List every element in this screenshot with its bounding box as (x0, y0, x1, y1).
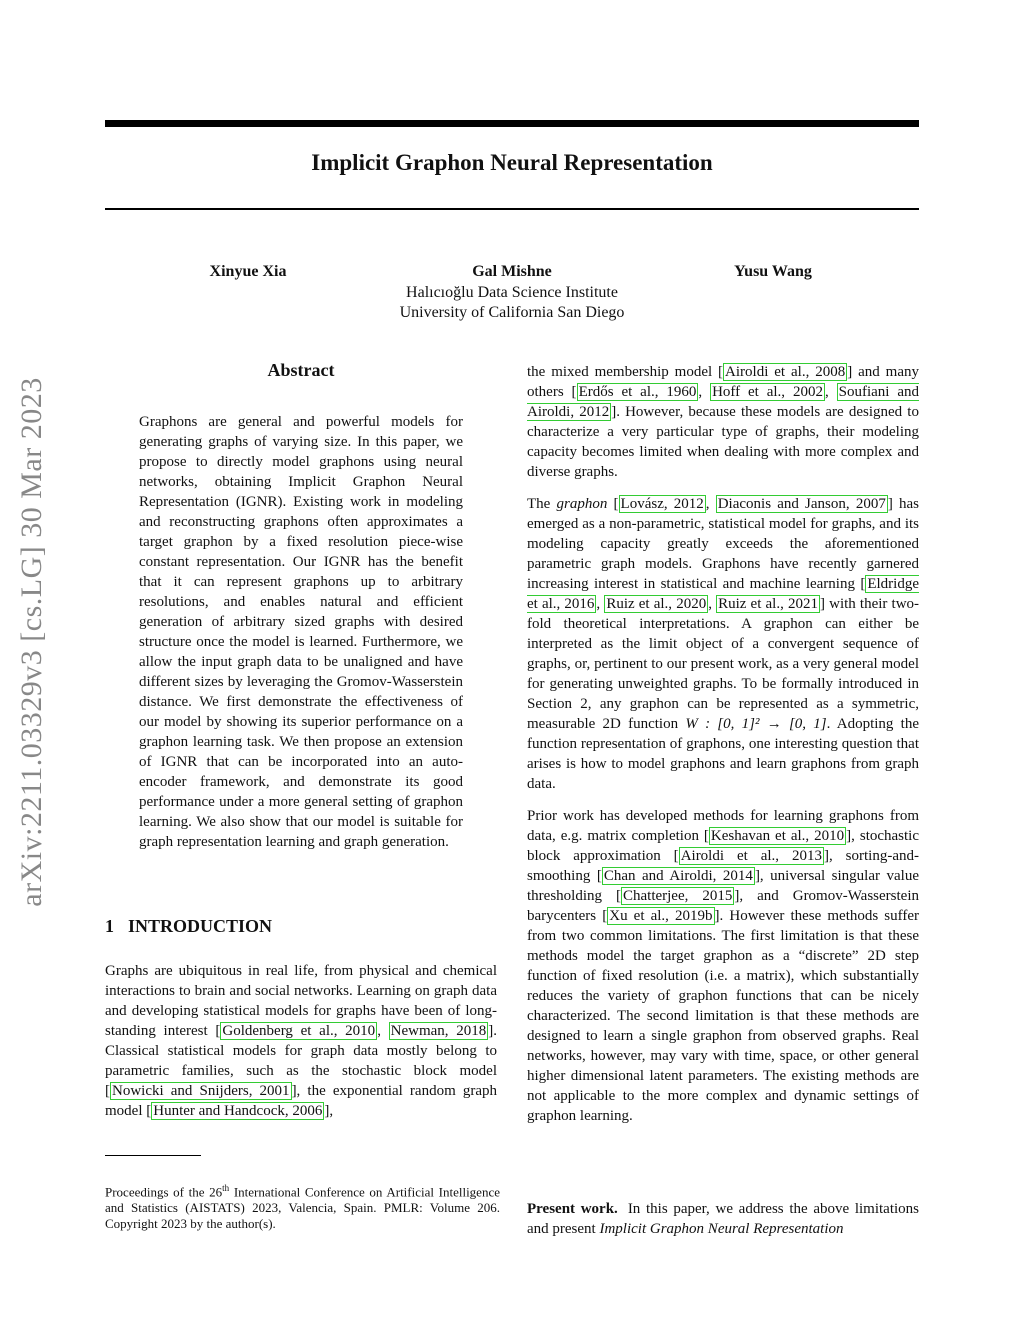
text-run: Graphs are ubiquitous in real life, from physical and chemical interactions to brain and social networks. Learning on graph data and developing statistical models for graphs have been of long-standing interest [ (105, 963, 497, 1039)
citation-link[interactable]: Eldridge et al., 2016 (527, 576, 919, 612)
citation-link[interactable]: Keshavan et al., 2010 (710, 828, 845, 844)
paragraph-prior-work (527, 806, 919, 1126)
section-heading (105, 916, 272, 937)
citation-link[interactable]: Nowicki and Snijders, 2001 (112, 1083, 290, 1099)
text-run: ]. Classical statistical models for graph data mostly belong to parametric families, such as the stochastic block model [ (105, 1023, 497, 1099)
text-run: ], universal singular value thresholding [ (527, 868, 919, 904)
author-1: Xinyue Xia (209, 263, 287, 280)
text-run: In this paper, we address the above limitations and present (527, 1201, 919, 1237)
citation-link[interactable]: Xu et al., 2019b (609, 908, 713, 924)
citation-link[interactable]: Chatterjee, 2015 (622, 888, 733, 904)
text-run: ], (324, 1103, 334, 1119)
author-2: Gal Mishne (472, 263, 552, 280)
superscript: th (222, 1183, 230, 1193)
author-3: Yusu Wang (734, 263, 812, 280)
text-run: Proceedings of the 26 (105, 1184, 223, 1200)
citation-link[interactable]: Lovász, 2012 (620, 496, 704, 512)
text-run: the mixed membership model [ (527, 364, 724, 380)
text-run: ] has emerged as a non-parametric, statistical model for graphs, and its modeling capacity greatly exceeds the aforementioned parametric graph models. Graphons have recently garnered increasing interest in statistical and machine learning [ (527, 496, 919, 592)
text-run: ] with their two-fold theoretical interpretations. A graphon can either be interpreted as the limit object of a convergent sequence of graphs, or, pertinent to our present work, as a very general model for generating unweighted graphs. To be formally introduced in Section 2, any graphon can be represented as a symmetric, measurable 2D function (527, 596, 920, 732)
title-rule-top (105, 120, 919, 127)
math-expression: W : [0, 1]² → [0, 1] (685, 716, 827, 732)
citation-link[interactable]: Airoldi et al., 2013 (680, 848, 822, 864)
text-run: ], sorting-and-smoothing [ (527, 848, 920, 884)
present-work-paragraph (527, 1199, 919, 1239)
citation-link[interactable]: Diaconis and Janson, 2007 (717, 496, 886, 512)
citation-link[interactable]: Newman, 2018 (390, 1023, 487, 1039)
citation-link[interactable]: Chan and Airoldi, 2014 (603, 868, 753, 884)
citation-link[interactable]: Ruiz et al., 2021 (718, 596, 818, 612)
citation-link[interactable]: Goldenberg et al., 2010 (222, 1023, 376, 1039)
text-run: ], the exponential random graph model [ (105, 1083, 498, 1119)
emphasis: Implicit Graphon Neural Representation (599, 1221, 844, 1237)
citation-link[interactable]: Soufiani and Airoldi, 2012 (527, 384, 920, 420)
citation-link[interactable]: Ruiz et al., 2020 (606, 596, 707, 612)
title-rule-bottom (105, 208, 919, 210)
text-run: ], stochastic block approximation [ (527, 828, 920, 864)
text-run: International Conference on Artificial Intelligence and Statistics (AISTATS) 2023, Valencia, Spain. PMLR: Volume 206. Copyright 2023 by the author(s). (105, 1184, 500, 1232)
section-number: 1 (105, 916, 114, 936)
abstract-heading: Abstract (267, 360, 335, 380)
text-run: ]. However, because these models are designed to characterize a very particular type of graphs, their modeling capacity becomes limited when dealing with more complex and diverse graphs. (527, 404, 919, 480)
emphasis: graphon (556, 496, 608, 512)
citation-link[interactable]: Hoff et al., 2002 (712, 384, 823, 400)
arxiv-stamp: arXiv:2211.03329v3 [cs.LG] 30 Mar 2023 (15, 377, 48, 907)
footnote-rule (105, 1155, 201, 1156)
citation-link[interactable]: Hunter and Handcock, 2006 (153, 1103, 323, 1119)
citation-link[interactable]: Airoldi et al., 2008 (725, 364, 846, 380)
paper-title: Implicit Graphon Neural Representation (311, 150, 713, 175)
affiliation-line-1: Halıcıoğlu Data Science Institute (406, 284, 618, 301)
text-run: The (527, 496, 557, 512)
text-run: ]. However these methods suffer from two common limitations. The first limitation is that these methods model the target graphon as a “discrete” 2D step function of fixed resolution (i.e. a matrix), which substantially reduces the variety of graphon functions that can be nicely characterized. The second limitation is that these methods are designed to learn a single graphon from observed graphs. Real networks, however, may vary with time, space, or other general higher dimensional latent parameters. The existing methods are not applicable to the more complex and dynamic settings of graphon learning. (527, 908, 920, 1124)
affiliation-line-2: University of California San Diego (399, 304, 625, 321)
paragraph-graphon: The graphon [ Lovász, 2012 , Diaconis and Janson, 2007 ] has emerged as a non-parametric, statistical model for graphs, and its modeling capacity greatly exceeds the aforementioned parametric graph models. Graphons have recently garnered increasing interest in statistical and machine learning [ Eldridge et al., 2016 , Ruiz et al., 2020 , Ruiz et al., 2021 ] with their two-fold theoretical interpretations. A graphon can either be interpreted as the limit object of a convergent sequence of graphs, or, pertinent to our present work, as a very general model for generating unweighted graphs. To be formally introduced in Section 2, any graphon can be represented as a symmetric, measurable 2D function W : [0, 1]² → [0, 1]. Adopting the function representation of graphons, one interesting question that arises is how to model graphons and learn graphons from graph data. (527, 496, 920, 792)
intro-paragraph: Graphs are ubiquitous in real life, from physical and chemical interactions to brain and social networks. Learning on graph data and developing statistical models for graphs have been of long-standing interest [ Goldenberg et al., 2010 , Newman, 2018 ]. Classical statistical models for graph data mostly belong to parametric families, such as the stochastic block model [ Nowicki and Snijders, 2001 ], the exponential random graph model [ Hunter and Handcock, 2006 ], (105, 963, 498, 1119)
text-run: Prior work has developed methods for learning graphons from data, e.g. matrix completion [ (527, 808, 919, 844)
text-run: . Adopting the function representation of graphons, one interesting question that arises is how to model graphons and learn graphons from graph data. (527, 716, 919, 792)
right-column (527, 362, 919, 1138)
abstract-text: Graphons are general and powerful models for generating graphs of varying size. In this paper, we propose to directly model graphons using neural networks, obtaining Implicit Graphon Neural Representation (IGNR). Existing work in modeling and reconstructing graphons often approximates a target graphon by a fixed resolution piece-wise constant representation. Our IGNR has the benefit that it can represent graphons up to arbitrary resolutions, and enables natural and efficient generation of arbitrary sized graphs with desired structure once the model is learned. Furthermore, we allow the input graph data to be unaligned and have different sizes by leveraging the Gromov-Wasserstein distance. We first demonstrate the effectiveness of our model by showing its superior performance on a graphon learning task. We then propose an extension of IGNR that can be incorporated into an auto-encoder framework, and demonstrate its good performance under a more general setting of graphon learning. We also show that our model is suitable for graph representation learning and graph generation. (139, 414, 463, 850)
text-run: [ (607, 496, 619, 512)
text-run: ] and many others [ (527, 364, 919, 400)
text-run: ], and Gromov-Wasserstein barycenters [ (527, 888, 919, 924)
paragraph-models: the mixed membership model [ Airoldi et al., 2008 ] and many others [ Erdős et al., 1960 , Hoff et al., 2002 , Soufiani and Airoldi, 2012 ]. However, because these models are designed to characterize a very particular type of graphs, their modeling capacity becomes limited when dealing with more complex and diverse graphs. (527, 364, 920, 480)
proceedings-footnote (105, 1180, 500, 1232)
paragraph-heading: Present work. (527, 1201, 618, 1217)
citation-link[interactable]: Erdős et al., 1960 (578, 384, 697, 400)
section-title: INTRODUCTION (128, 916, 273, 936)
